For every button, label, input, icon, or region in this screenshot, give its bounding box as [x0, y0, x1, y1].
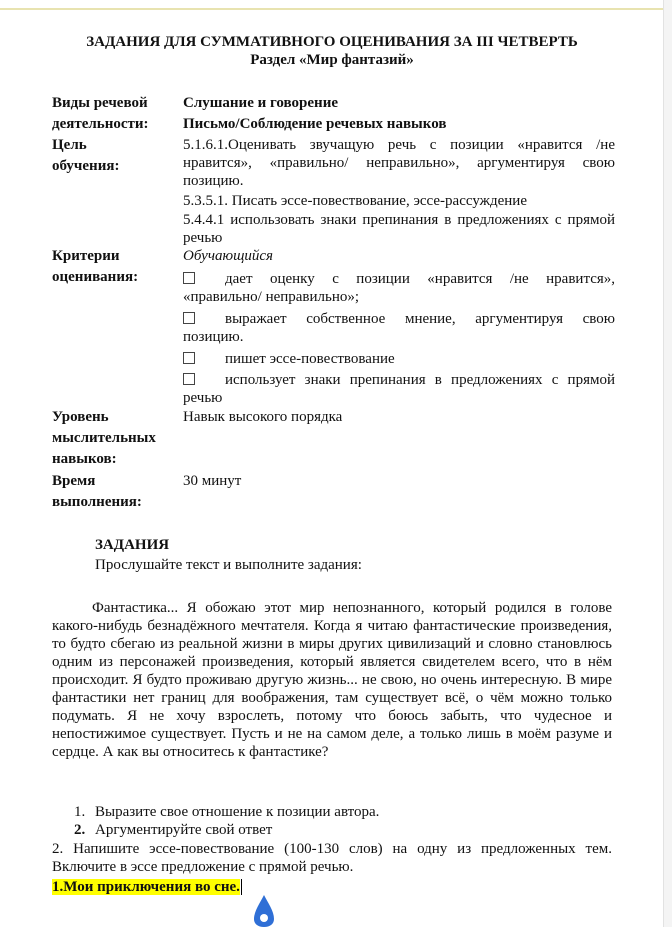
passage-text: Фантастика... Я обожаю этот мир непознанного, который родился в голове какого-нибудь безнадёжного мечтателя. Когда я читаю фантастические произведения, то будто сбегаю из реальной жизни в миры других цивилизаций и словно становлюсь одним из персонажей произведения, который является свидетелем всего, что в нём происходит. Я будто проживаю другую жизнь... не свою, но очень интересную. В мире фантастики нет границ для воображения, там существует всё, о чём можно только подумать. Я не хочу взрослеть, потому что боюсь забыть, что чудесное и непостижимое существует. Пусть и не на самом деле, а только лишь в моём разуме и сердце. А как вы относитесь к фантастике? [52, 600, 612, 760]
activity-value-1: Слушание и говорение [183, 95, 339, 111]
level-label-2: мыслительных [52, 430, 156, 446]
activity-label-1: Виды речевой [52, 95, 148, 111]
essay-topic-1[interactable]: 1.Мои приключения во сне. [52, 879, 240, 895]
tasks-heading: ЗАДАНИЯ [95, 537, 170, 553]
page-top-border [0, 8, 664, 10]
tasks-instruction: Прослушайте текст и выполните задания: [95, 557, 362, 573]
scroll-handle-icon[interactable] [248, 893, 280, 927]
goal-1: 5.1.6.1.Оценивать звучащую речь с позиции «нравится /не нравится», «правильно/ неправильно», аргументируя свою позицию. [183, 137, 615, 189]
criteria-item: пишет эссе-повествование [183, 350, 615, 368]
level-value: Навык высокого порядка [183, 409, 343, 425]
goal-3: 5.4.4.1 использовать знаки препинания в предложениях с прямой речью [183, 212, 615, 246]
activity-value-2: Письмо/Соблюдение речевых навыков [183, 116, 447, 132]
question-1-number: 1. [74, 804, 86, 820]
checkbox-icon [183, 352, 195, 364]
goal-label-1: Цель [52, 137, 87, 153]
criteria-label-2: оценивания: [52, 269, 139, 285]
criteria-item: дает оценку с позиции «нравится /не нравится», «правильно/ неправильно»; [183, 271, 615, 305]
time-label-1: Время [52, 473, 96, 489]
scrollbar-track[interactable] [663, 0, 672, 927]
time-value: 30 минут [183, 473, 242, 489]
criteria-intro: Обучающийся [183, 248, 274, 264]
checkbox-icon [183, 312, 195, 324]
level-label-1: Уровень [52, 409, 109, 425]
page-subtitle: Раздел «Мир фантазий» [250, 52, 414, 68]
question-2: Аргументируйте свой ответ [95, 822, 273, 838]
question-2-number: 2. [74, 822, 86, 838]
checkbox-icon [183, 272, 195, 284]
activity-label-2: деятельности: [52, 116, 149, 132]
level-label-3: навыков: [52, 451, 117, 467]
criteria-item: выражает собственное мнение, аргументируя свою позицию. [183, 311, 615, 345]
page-title: ЗАДАНИЯ ДЛЯ СУММАТИВНОГО ОЦЕНИВАНИЯ ЗА III ЧЕТВЕРТЬ [86, 34, 578, 50]
checkbox-icon [183, 373, 195, 385]
criteria-label-1: Критерии [52, 248, 120, 264]
time-label-2: выполнения: [52, 494, 142, 510]
criteria-item: использует знаки препинания в предложениях с прямой речью [183, 372, 615, 406]
text-cursor [241, 879, 242, 895]
question-1: Выразите свое отношение к позиции автора. [95, 804, 380, 820]
goal-2: 5.3.5.1. Писать эссе-повествование, эссе-рассуждение [183, 193, 527, 209]
goal-label-2: обучения: [52, 158, 120, 174]
question-3: 2. Напишите эссе-повествование (100-130 слов) на одну из предложенных тем. Включите в эссе предложение с прямой речью. [52, 841, 613, 875]
